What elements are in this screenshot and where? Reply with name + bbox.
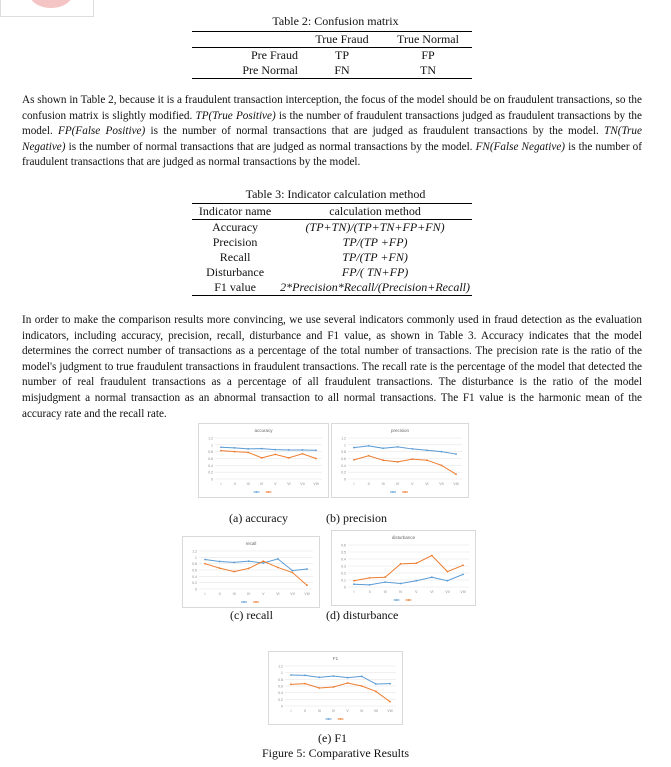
table3-indicator: Disturbance [206,265,265,279]
data-point [302,449,304,451]
data-point [347,682,349,684]
indicator-table [192,203,472,296]
data-point [447,580,449,582]
x-tick-label: VIII [313,482,319,486]
table3-caption: Table 3: Indicator calculation method [245,187,426,201]
legend-marker [243,601,245,603]
table2-header-true-fraud: True Fraud [315,32,369,46]
y-tick-label: 1.2 [278,664,283,669]
x-tick-label: VII [373,709,378,713]
data-point [262,562,264,564]
x-tick-label: III [381,482,385,486]
x-tick-label: V [346,709,349,713]
data-point [318,676,320,678]
figure-caption: Figure 5: Comparative Results [262,746,409,760]
table3-formula: FP/( TN+FP) [341,265,409,279]
chart-svg [199,424,328,497]
table3-formula: TP/(TP +FN) [342,250,408,264]
chart-title: accuracy [254,428,273,433]
legend-marker [392,491,394,493]
x-tick-label: VI [425,482,429,486]
data-point [306,584,308,586]
table3-indicator: Accuracy [212,220,259,234]
table3-header-method: calculation method [329,204,421,218]
x-tick-label: VII [290,592,295,596]
data-point [233,562,235,564]
data-point [462,574,464,576]
data-point [384,576,386,578]
data-point [384,581,386,583]
data-point [318,687,320,689]
para1-term-fp: FP(False Positive) [58,125,146,138]
x-tick-label: VI [287,482,291,486]
x-tick-label: VII [445,590,450,594]
chart-svg [332,424,468,497]
data-point [333,686,335,688]
data-point [389,683,391,685]
chart-title: recall [245,541,257,546]
data-point [369,584,371,586]
data-point [234,447,236,449]
table2-header-corner [192,32,300,48]
y-tick-label: 0.2 [278,697,283,702]
data-point [261,448,263,450]
x-tick-label: I [353,590,355,594]
x-tick-label: II [233,482,236,486]
x-tick-label: VI [430,590,434,594]
data-point [431,555,433,557]
data-point [302,453,304,455]
data-point [369,577,371,579]
table2-header-true-normal: True Normal [397,32,459,46]
data-point [247,451,249,453]
x-tick-label: III [317,709,321,713]
data-point [382,459,384,461]
table2-row-label: Pre Fraud [251,48,298,62]
x-tick-label: IV [396,482,400,486]
data-point [397,461,399,463]
y-tick-label: 1.2 [208,436,213,441]
subcaption-f1: (e) F1 [318,731,347,745]
x-tick-label: VIII [304,592,310,596]
data-point [234,451,236,453]
legend-marker [256,491,258,493]
data-point [315,458,317,460]
data-point [304,683,306,685]
table2-row-label: Pre Normal [242,63,298,77]
data-point [441,451,443,453]
data-point [361,685,363,687]
subcaption-disturbance: (d) disturbance [326,608,399,622]
data-point [248,568,250,570]
paragraph-indicators: In order to make the comparison results more convincing, we use several indicators commonly used in fraud detection as the evaluation indicators, including accuracy, precision, recall, disturbance and F1 value, as shown in Table 3. Accuracy indicates that the model determines the correct number of transactions as a percentage of the total number of transactions. The precision rate is the ratio of the model's judgment to true fraudulent transactions in fraudulent transactions. The recall rate is the percentage of the model that detected the number of real fraudulent transactions as a percentage of all fraudulent transactions. The disturbance is the ratio of the model misjudgment a normal transaction as an abnormal transaction to all normal transactions. The F1 value is the harmonic mean of the accuracy rate and the recall rate. [22,314,642,420]
data-point [455,453,457,455]
data-point [220,450,222,452]
legend-marker [255,601,257,603]
x-tick-label: VII [439,482,444,486]
data-point [455,473,457,475]
y-tick-label: 0.2 [341,571,346,576]
y-tick-label: 0.4 [208,463,213,468]
y-tick-label: 1 [195,555,197,560]
data-point [204,563,206,565]
y-tick-label: 0.8 [192,562,197,567]
data-point [248,560,250,562]
data-point [261,457,263,459]
paragraph-confusion-matrix [22,93,642,171]
x-tick-label: VIII [387,709,393,713]
data-point [262,560,264,562]
data-point [353,583,355,585]
y-tick-label: 0.4 [278,691,283,696]
legend-marker [408,599,410,601]
series-line-1 [354,574,463,585]
para1-segment: is the number of normal transactions that are judged as fraudulent transactions by the model. [145,125,605,138]
y-tick-label: 1 [281,671,283,676]
para1-term-tp: TP(True Positive) [195,109,276,122]
data-point [292,572,294,574]
legend-marker [340,718,342,720]
y-tick-label: 0.8 [278,677,283,682]
series-line-1 [354,446,456,454]
data-point [315,449,317,451]
y-tick-label: 0.2 [341,470,346,475]
chart-f1 [268,651,403,725]
confusion-matrix-table [192,31,472,79]
y-tick-label: 0 [211,477,213,482]
x-tick-label: III [383,590,387,594]
chart-title: F1 [332,656,339,661]
data-point [397,446,399,448]
data-point [368,445,370,447]
data-point [288,457,290,459]
data-point [292,570,294,572]
data-point [247,448,249,450]
para1-segment: is the number of fraudulent transactions that are judged as normal transactions by the model. [22,140,642,169]
x-tick-label: I [353,482,355,486]
table2-cell: FN [334,63,350,77]
legend-marker [268,491,270,493]
x-tick-label: IV [399,590,403,594]
x-tick-label: I [204,592,206,596]
data-point [274,454,276,456]
data-point [368,455,370,457]
data-point [382,447,384,449]
data-point [415,580,417,582]
y-tick-label: 0.1 [341,578,346,583]
table3-indicator: Recall [219,250,251,264]
data-point [375,690,377,692]
data-point [277,558,279,560]
x-tick-label: IV [331,709,336,713]
data-point [447,571,449,573]
y-tick-label: 1.2 [341,436,346,441]
data-point [375,683,377,685]
data-point [347,677,349,679]
x-tick-label: II [218,592,221,596]
table3-indicator: F1 value [214,280,256,294]
x-tick-label: V [411,482,414,486]
y-tick-label: 0.6 [208,457,213,461]
y-tick-label: 0 [195,587,197,592]
table3-formula: TP/(TP +FP) [342,235,408,249]
chart-recall [182,536,320,608]
y-tick-label: 1.2 [192,549,197,554]
data-point [462,564,464,566]
para1-term-fn: FN(False Negative) [475,140,566,153]
data-point [426,449,428,451]
table3-header-name: Indicator name [198,204,272,218]
data-point [274,449,276,451]
x-tick-label: VI [360,709,364,713]
y-tick-label: 0.3 [341,564,346,569]
x-tick-label: I [290,709,292,713]
table3-formula: (TP+TN)/(TP+TN+FP+FN) [305,220,445,234]
y-tick-label: 0.2 [208,470,213,475]
para1-segment: is the number of fraudulent transactions judged as fraudulent transactions by the model. [22,109,642,138]
y-tick-label: 0 [281,704,283,709]
y-tick-label: 0.4 [341,557,346,562]
legend-marker [396,599,398,601]
table2-cell: TN [420,63,436,77]
x-tick-label: II [304,709,307,713]
data-point [361,675,363,677]
x-tick-label: V [262,592,265,596]
data-point [204,559,206,561]
chart-disturbance [331,530,476,606]
x-tick-label: III [246,482,250,486]
series-line-2 [205,561,307,585]
data-point [411,448,413,450]
chart-precision [331,423,469,498]
table3-indicator: Precision [212,235,258,249]
para1-segment: is the number of normal transactions that are judged as normal transactions by the model. [65,140,476,153]
x-tick-label: III [232,592,236,596]
y-tick-label: 0.6 [341,457,346,461]
y-tick-label: 0 [344,477,346,482]
chart-accuracy [198,423,329,498]
data-point [333,675,335,677]
data-point [441,464,443,466]
data-point [426,459,428,461]
y-tick-label: 0 [344,585,346,590]
data-point [353,447,355,449]
x-tick-label: VII [300,482,305,486]
legend-marker [404,491,406,493]
data-point [277,567,279,569]
x-tick-label: II [367,482,370,486]
y-tick-label: 0.6 [278,684,283,689]
chart-title: precision [390,428,410,433]
chart-svg [183,537,319,607]
data-point [220,446,222,448]
x-tick-label: II [368,590,371,594]
table3-formula: 2*Precision*Recall/(Precision+Recall) [280,280,470,294]
data-point [400,583,402,585]
data-point [306,568,308,570]
x-tick-label: I [220,482,222,486]
x-tick-label: VIII [460,590,466,594]
y-tick-label: 0.6 [192,568,197,573]
x-tick-label: IV [247,592,251,596]
legend-marker [328,718,330,720]
data-point [290,674,292,676]
table2-cell: TP [334,48,349,62]
subcaption-precision: (b) precision [326,511,387,525]
data-point [219,567,221,569]
para1-term-tn: TN(True Negative) [22,125,642,153]
data-point [353,459,355,461]
data-point [400,563,402,565]
x-tick-label: VI [276,592,280,596]
x-tick-label: V [274,482,277,486]
data-point [415,562,417,564]
y-tick-label: 0.8 [341,450,346,455]
y-tick-label: 1 [344,443,346,448]
chart-svg [332,531,475,605]
data-point [353,580,355,582]
subcaption-recall: (c) recall [230,608,273,622]
y-tick-label: 0.6 [341,543,346,548]
chart-title: disturbance [391,535,416,540]
x-tick-label: V [415,590,418,594]
data-point [389,701,391,703]
table2-cell: FP [421,48,435,62]
y-tick-label: 0.8 [208,450,213,455]
data-point [233,571,235,573]
chart-svg [269,652,402,724]
data-point [219,561,221,563]
table2-caption: Table 2: Confusion matrix [272,14,399,28]
x-tick-label: IV [260,482,264,486]
data-point [290,683,292,685]
subcaption-accuracy: (a) accuracy [229,511,288,525]
y-tick-label: 0.2 [192,581,197,586]
logo-seal [29,0,73,8]
data-point [431,576,433,578]
data-point [411,458,413,460]
data-point [288,449,290,451]
x-tick-label: VIII [453,482,459,486]
y-tick-label: 0.4 [341,463,346,468]
y-tick-label: 0.5 [341,550,346,555]
y-tick-label: 1 [211,443,213,448]
para1-segment: As shown in Table 2, because it is a fraudulent transaction interception, the focus of the model should be on fraudulent transactions, so the confusion matrix is slightly modified. [22,94,642,122]
data-point [304,674,306,676]
y-tick-label: 0.4 [192,574,197,579]
